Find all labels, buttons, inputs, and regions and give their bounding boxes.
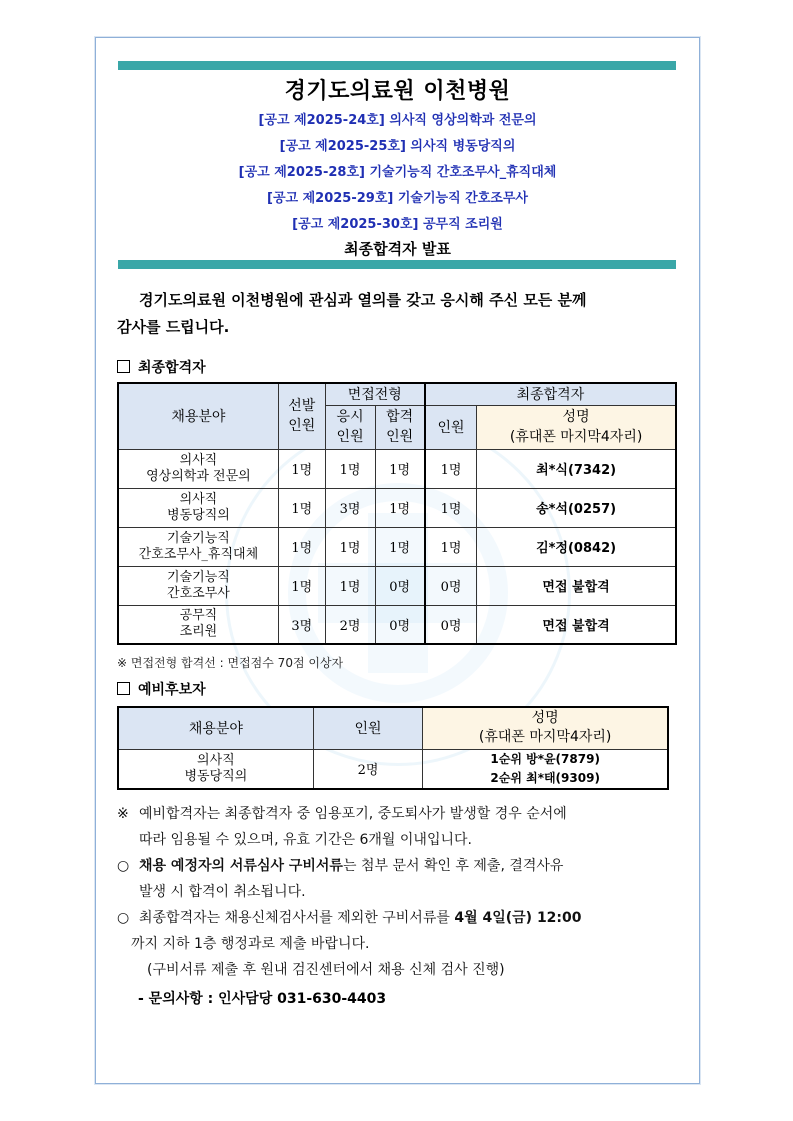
count-cell: 0명 bbox=[425, 605, 477, 644]
field-cell: 의사직 영상의학과 전문의 bbox=[118, 449, 278, 488]
top-divider-bar bbox=[118, 61, 676, 70]
header-final: 최종합격자 bbox=[425, 383, 676, 405]
header-field: 채용분야 bbox=[118, 707, 313, 749]
page-subtitle: 최종합격자 발표 bbox=[344, 240, 451, 258]
passed-cell: 0명 bbox=[375, 566, 425, 605]
passed-cell: 1명 bbox=[375, 527, 425, 566]
count-cell: 2명 bbox=[313, 749, 423, 789]
selected-cell: 1명 bbox=[278, 566, 325, 605]
field-cell: 의사직 병동당직의 bbox=[118, 488, 278, 527]
name-cell: 면접 불합격 bbox=[477, 605, 676, 644]
name-cell: 송*석(0257) bbox=[477, 488, 676, 527]
name-cell: 1순위 방*윤(7879) 2순위 최*태(9309) bbox=[423, 749, 668, 789]
count-cell: 1명 bbox=[425, 449, 477, 488]
intro-paragraph bbox=[117, 287, 679, 341]
selected-cell: 1명 bbox=[278, 449, 325, 488]
final-section-heading: 최종합격자 bbox=[117, 357, 206, 377]
intro-line: 감사를 드립니다. bbox=[117, 318, 230, 336]
note-mark: ※ bbox=[117, 806, 129, 822]
count-cell: 0명 bbox=[425, 566, 477, 605]
table-row bbox=[118, 488, 676, 527]
selected-cell: 1명 bbox=[278, 488, 325, 527]
interview-cutoff-note: ※ 면접전형 합격선 : 면접점수 70점 이상자 bbox=[117, 656, 344, 670]
circle-bullet-icon: ○ bbox=[117, 910, 130, 926]
checkbox-square-icon bbox=[117, 682, 130, 695]
reserve-table bbox=[117, 706, 669, 790]
passed-cell: 1명 bbox=[375, 488, 425, 527]
reserve-section-heading: 예비후보자 bbox=[117, 679, 206, 699]
passed-cell: 0명 bbox=[375, 605, 425, 644]
header-passed: 합격 인원 bbox=[375, 405, 425, 449]
passed-cell: 1명 bbox=[375, 449, 425, 488]
name-cell: 면접 불합격 bbox=[477, 566, 676, 605]
notice-line: [공고 제2025-29호] 기술기능직 간호조무사 bbox=[267, 191, 528, 206]
final-results-table bbox=[117, 382, 677, 645]
header-applicants: 응시 인원 bbox=[325, 405, 375, 449]
header-name: 성명 (휴대폰 마지막4자리) bbox=[477, 405, 676, 449]
submission-note: ○ 최종합격자는 채용신체검사서를 제외한 구비서류를 4월 4일(금) 12:00 까지 지하 1층 행정과로 제출 바랍니다. (구비서류 제출 후 원내 검진센터에서 채용 신체 검사 진행) bbox=[117, 905, 680, 983]
count-cell: 1명 bbox=[425, 527, 477, 566]
notice-line: [공고 제2025-25호] 의사직 병동당직의 bbox=[279, 139, 516, 154]
table-row bbox=[118, 449, 676, 488]
applicants-cell: 2명 bbox=[325, 605, 375, 644]
table-row bbox=[118, 605, 676, 644]
header-name: 성명 (휴대폰 마지막4자리) bbox=[423, 707, 668, 749]
field-cell: 기술기능직 간호조무사 bbox=[118, 566, 278, 605]
name-cell: 김*정(0842) bbox=[477, 527, 676, 566]
notice-line: [공고 제2025-30호] 공무직 조리원 bbox=[292, 217, 503, 232]
intro-line: 경기도의료원 이천병원에 관심과 열의를 갖고 응시해 주신 모든 분께 bbox=[139, 291, 587, 309]
table-row bbox=[118, 749, 668, 789]
applicants-cell: 1명 bbox=[325, 527, 375, 566]
name-cell: 최*식(7342) bbox=[477, 449, 676, 488]
header-field: 채용분야 bbox=[118, 383, 278, 449]
applicants-cell: 3명 bbox=[325, 488, 375, 527]
applicants-cell: 1명 bbox=[325, 566, 375, 605]
table-row bbox=[118, 527, 676, 566]
field-cell: 공무직 조리원 bbox=[118, 605, 278, 644]
header-interview: 면접전형 bbox=[325, 383, 425, 405]
field-cell: 의사직 병동당직의 bbox=[118, 749, 313, 789]
selected-cell: 3명 bbox=[278, 605, 325, 644]
circle-bullet-icon: ○ bbox=[117, 858, 130, 874]
notice-line: [공고 제2025-28호] 기술기능직 간호조무사_휴직대체 bbox=[238, 165, 557, 180]
count-cell: 1명 bbox=[425, 488, 477, 527]
bottom-divider-bar bbox=[118, 260, 676, 269]
selected-cell: 1명 bbox=[278, 527, 325, 566]
reserve-note: ※ 예비합격자는 최종합격자 중 임용포기, 중도퇴사가 발생할 경우 순서에 따라 임용될 수 있으며, 유효 기간은 6개월 이내입니다. bbox=[117, 801, 680, 853]
notice-line: [공고 제2025-24호] 의사직 영상의학과 전문의 bbox=[258, 113, 537, 128]
header-count: 인원 bbox=[313, 707, 423, 749]
header-count: 인원 bbox=[425, 405, 477, 449]
checkbox-square-icon bbox=[117, 360, 130, 373]
table-row bbox=[118, 566, 676, 605]
page-title: 경기도의료원 이천병원 bbox=[284, 79, 511, 104]
documents-note: ○ 채용 예정자의 서류심사 구비서류는 첨부 문서 확인 후 제출, 결격사유 발생 시 합격이 취소됩니다. bbox=[117, 853, 680, 905]
field-cell: 기술기능직 간호조무사_휴직대체 bbox=[118, 527, 278, 566]
header-selected: 선발 인원 bbox=[278, 383, 325, 449]
contact-info: - 문의사항 : 인사담당 031-630-4403 bbox=[138, 991, 387, 1007]
applicants-cell: 1명 bbox=[325, 449, 375, 488]
